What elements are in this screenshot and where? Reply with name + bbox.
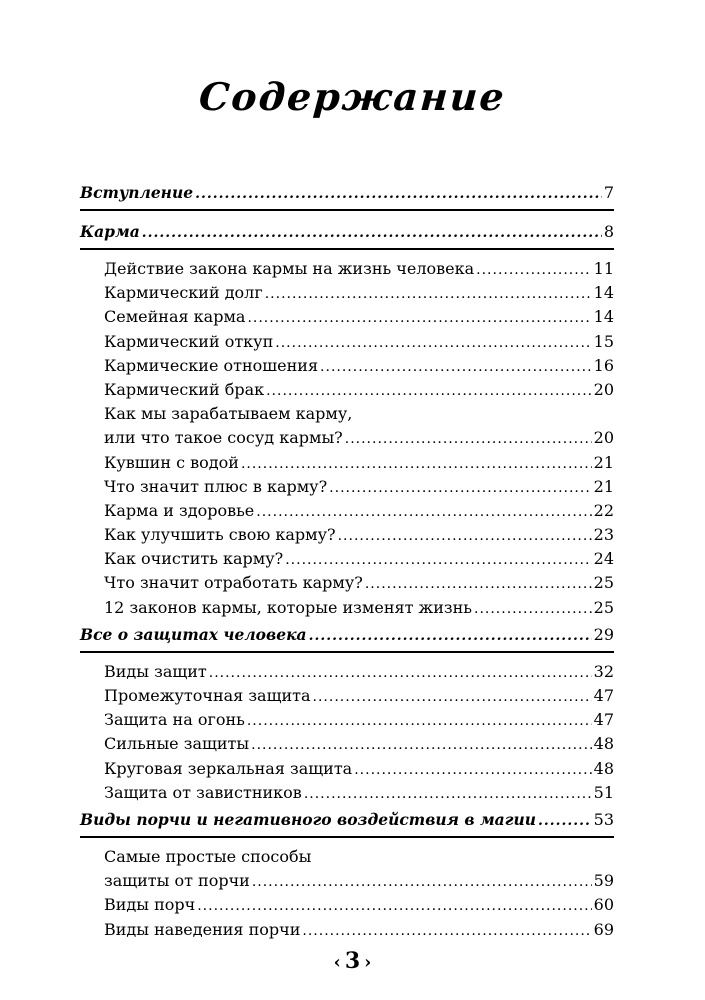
toc-chapter[interactable] bbox=[80, 621, 614, 648]
toc-item[interactable] bbox=[80, 426, 614, 450]
item-title: Круговая зеркальная защита bbox=[104, 758, 353, 778]
item-title: Как очистить карму? bbox=[104, 549, 284, 569]
toc-item[interactable] bbox=[80, 475, 614, 499]
toc-item[interactable] bbox=[80, 523, 614, 547]
table-of-contents bbox=[80, 178, 614, 942]
leader-dots bbox=[266, 379, 592, 403]
item-page-number: 60 bbox=[593, 895, 614, 915]
item-title: Защита на огонь bbox=[104, 710, 245, 730]
item-page-number: 47 bbox=[593, 686, 614, 705]
chapter-page-number: 53 bbox=[593, 809, 614, 829]
item-title: Виды порч bbox=[104, 895, 196, 915]
item-title: Виды защит bbox=[104, 661, 207, 681]
leader-dots bbox=[241, 452, 592, 476]
toc-chapter[interactable] bbox=[80, 218, 614, 245]
item-title: Кувшин с водой bbox=[104, 452, 239, 472]
toc-chapter[interactable] bbox=[80, 179, 614, 206]
item-title: Что значит плюс в карму? bbox=[104, 476, 328, 496]
toc-item[interactable] bbox=[80, 684, 614, 708]
leader-dots bbox=[313, 685, 592, 709]
leader-dots bbox=[304, 782, 592, 806]
item-page-number: 22 bbox=[593, 500, 614, 520]
chapter-title: Виды порчи и негативного воздействия в магии bbox=[80, 809, 536, 829]
item-page-number: 59 bbox=[593, 871, 614, 891]
item-page-number: 20 bbox=[593, 379, 614, 399]
chapter-page-number: 29 bbox=[593, 624, 614, 644]
toc-item[interactable] bbox=[80, 869, 614, 893]
toc-item[interactable] bbox=[80, 451, 614, 475]
leader-dots bbox=[354, 758, 591, 782]
item-page-number: 47 bbox=[593, 710, 614, 730]
footer-page-number: 3 bbox=[344, 948, 361, 974]
toc-item[interactable] bbox=[80, 547, 614, 571]
item-title: Кармический брак bbox=[104, 379, 265, 399]
leader-dots bbox=[251, 733, 592, 757]
leader-dots bbox=[247, 709, 592, 733]
toc-item[interactable] bbox=[80, 354, 614, 378]
leader-dots bbox=[197, 894, 591, 918]
item-page-number: 51 bbox=[593, 782, 614, 802]
item-title: Защита от завистников bbox=[104, 782, 302, 802]
toc-item[interactable] bbox=[80, 378, 614, 402]
page-title: Содержание bbox=[197, 74, 508, 119]
item-page-number: 14 bbox=[593, 307, 614, 327]
item-title: Виды наведения порчи bbox=[104, 919, 301, 939]
footer-left-mark: ‹ bbox=[333, 952, 341, 973]
chapter-divider bbox=[80, 651, 614, 653]
item-title: Карма и здоровье bbox=[104, 500, 255, 520]
leader-dots bbox=[365, 572, 592, 596]
leader-dots bbox=[329, 476, 591, 500]
leader-dots bbox=[256, 500, 591, 524]
footer-right-mark: › bbox=[364, 952, 372, 973]
item-page-number: 48 bbox=[593, 758, 614, 778]
item-page-number: 14 bbox=[593, 283, 614, 303]
chapter-page-number: 7 bbox=[603, 183, 614, 202]
page-number-footer bbox=[0, 948, 705, 974]
leader-dots bbox=[476, 258, 592, 282]
item-page-number: 24 bbox=[593, 549, 614, 569]
item-title: Сильные защиты bbox=[104, 734, 250, 754]
toc-item[interactable] bbox=[80, 499, 614, 523]
chapter-page-number: 8 bbox=[603, 222, 614, 241]
toc-item[interactable] bbox=[80, 305, 614, 329]
leader-dots bbox=[302, 919, 591, 943]
item-title: Семейная карма bbox=[104, 307, 246, 327]
leader-dots bbox=[345, 427, 592, 451]
item-title: Кармический долг bbox=[104, 283, 263, 303]
leader-dots bbox=[209, 661, 592, 685]
item-title: Промежуточная защита bbox=[104, 686, 311, 705]
leader-dots bbox=[538, 808, 592, 835]
leader-dots bbox=[320, 355, 592, 379]
item-page-number: 20 bbox=[593, 428, 614, 448]
item-page-number: 23 bbox=[593, 525, 614, 545]
toc-item[interactable] bbox=[80, 708, 614, 732]
toc-item[interactable] bbox=[80, 757, 614, 781]
toc-item[interactable] bbox=[80, 893, 614, 917]
item-page-number: 25 bbox=[593, 597, 614, 617]
item-page-number: 11 bbox=[593, 259, 614, 278]
toc-item[interactable] bbox=[80, 281, 614, 305]
toc-item[interactable] bbox=[80, 330, 614, 354]
item-title: Что значит отработать карму? bbox=[104, 573, 363, 593]
toc-item[interactable] bbox=[80, 257, 614, 281]
leader-dots bbox=[195, 181, 602, 208]
item-page-number: 15 bbox=[593, 331, 614, 351]
item-title: Как улучшить свою карму? bbox=[104, 525, 336, 545]
item-title: защиты от порчи bbox=[104, 871, 250, 891]
chapter-title: Все о защитах человека bbox=[80, 624, 307, 644]
leader-dots bbox=[252, 870, 592, 894]
chapter-divider bbox=[80, 248, 614, 250]
toc-item[interactable] bbox=[80, 781, 614, 805]
leader-dots bbox=[265, 282, 592, 306]
leader-dots bbox=[275, 331, 591, 355]
toc-item[interactable] bbox=[80, 571, 614, 595]
item-page-number: 48 bbox=[593, 734, 614, 754]
leader-dots bbox=[247, 306, 591, 330]
toc-item-first-line[interactable]: Самые простые способы bbox=[104, 846, 312, 866]
leader-dots bbox=[285, 548, 591, 572]
item-page-number: 32 bbox=[593, 661, 614, 681]
leader-dots bbox=[338, 524, 592, 548]
item-title: Кармический откуп bbox=[104, 331, 274, 351]
toc-item-first-line[interactable]: Как мы зарабатываем карму, bbox=[104, 404, 353, 424]
toc-item[interactable] bbox=[80, 596, 614, 620]
item-page-number: 21 bbox=[593, 452, 614, 472]
item-title: Кармические отношения bbox=[104, 355, 319, 375]
toc-item[interactable] bbox=[80, 918, 614, 942]
chapter-divider bbox=[80, 209, 614, 211]
item-title: или что такое сосуд кармы? bbox=[104, 428, 343, 448]
chapter-divider bbox=[80, 836, 614, 838]
leader-dots bbox=[142, 220, 602, 247]
toc-item[interactable] bbox=[80, 660, 614, 684]
item-title: 12 законов кармы, которые изменят жизнь bbox=[104, 597, 472, 617]
chapter-title: Вступление bbox=[80, 183, 194, 202]
item-page-number: 25 bbox=[593, 573, 614, 593]
item-page-number: 21 bbox=[593, 476, 614, 496]
chapter-title: Карма bbox=[80, 222, 140, 241]
item-title: Действие закона кармы на жизнь человека bbox=[104, 259, 475, 278]
toc-item[interactable] bbox=[80, 732, 614, 756]
item-page-number: 16 bbox=[593, 355, 614, 375]
toc-chapter[interactable] bbox=[80, 806, 614, 833]
item-page-number: 69 bbox=[593, 919, 614, 939]
leader-dots bbox=[474, 597, 592, 621]
leader-dots bbox=[309, 623, 592, 650]
